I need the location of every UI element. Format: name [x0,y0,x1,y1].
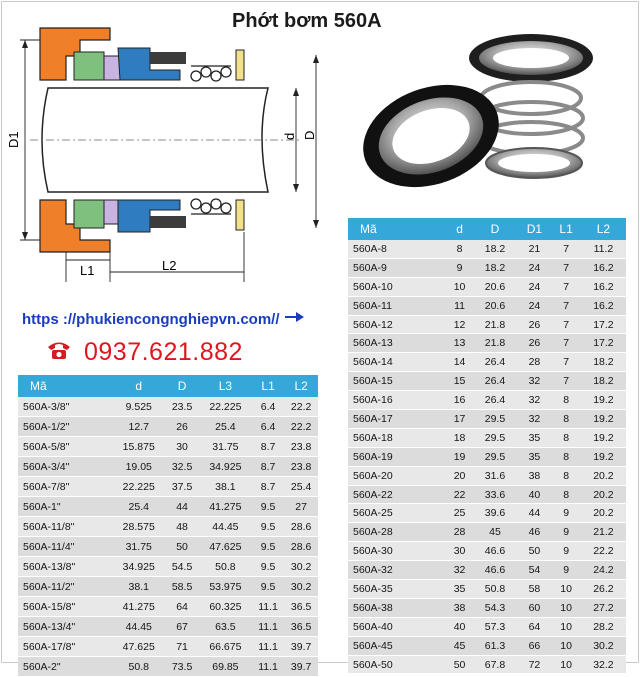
table-cell: 6.4 [252,397,284,417]
table-cell: 18.2 [581,372,626,391]
table-cell: 60 [518,598,552,617]
table-cell: 560A-17 [348,410,447,429]
table-row [18,617,318,637]
table-cell: 10 [551,617,580,636]
table-cell: 22.225 [112,477,165,497]
table-row [348,542,626,561]
table-cell: 39.7 [284,657,318,677]
column-header: L1 [551,218,580,240]
table-cell: 8 [551,466,580,485]
table-cell: 32 [518,372,552,391]
table-cell: 10 [447,277,473,296]
table-cell: 67 [165,617,199,637]
table-row [348,617,626,636]
table-cell: 39.6 [472,504,517,523]
table-cell: 14 [447,353,473,372]
table-cell: 44.45 [112,617,165,637]
column-header: D1 [518,218,552,240]
table-cell: 29.5 [472,410,517,429]
table-row [348,523,626,542]
table-cell: 16.2 [581,277,626,296]
table-cell: 38.1 [112,577,165,597]
table-cell: 37.5 [165,477,199,497]
table-row [18,657,318,677]
top-spring [191,66,231,81]
phone-contact[interactable] [46,338,243,367]
table-cell: 25.4 [284,477,318,497]
table-cell: 21.2 [581,523,626,542]
column-header: d [447,218,473,240]
table-cell: 560A-16 [348,391,447,410]
column-header: d [112,375,165,397]
table-cell: 31.75 [112,537,165,557]
table-cell: 8 [551,410,580,429]
table-cell: 23.8 [284,457,318,477]
table-cell: 29.5 [472,428,517,447]
table-cell: 46.6 [472,561,517,580]
table-cell: 21.8 [472,315,517,334]
table-cell: 10 [551,580,580,599]
top-retainer [150,52,186,64]
table-cell: 22 [447,485,473,504]
table-cell: 10 [551,636,580,655]
table-cell: 9 [551,504,580,523]
table-cell: 560A-9 [348,258,447,277]
table-row [18,637,318,657]
table-cell: 25 [447,504,473,523]
table-cell: 11.2 [581,240,626,258]
table-cell: 560A-1/2" [18,417,112,437]
table-cell: 25.4 [199,417,252,437]
table-cell: 560A-3/8" [18,397,112,417]
table-row [18,417,318,437]
table-cell: 8 [551,428,580,447]
table-cell: 27 [284,497,318,517]
table-cell: 10 [551,598,580,617]
table-cell: 560A-13/8" [18,557,112,577]
table-cell: 8 [551,447,580,466]
table-cell: 22.225 [199,397,252,417]
table-cell: 50.8 [472,580,517,599]
table-row [348,296,626,315]
table-cell: 8.7 [252,437,284,457]
table-cell: 19 [447,447,473,466]
table-cell: 13 [447,334,473,353]
table-cell: 34.925 [199,457,252,477]
table-row [348,334,626,353]
table-row [348,410,626,429]
table-cell: 60.325 [199,597,252,617]
table-cell: 38.1 [199,477,252,497]
table-cell: 7 [551,334,580,353]
table-cell: 560A-13 [348,334,447,353]
table-cell: 44.45 [199,517,252,537]
table-row [348,561,626,580]
table-cell: 11.1 [252,657,284,677]
table-cell: 18.2 [581,353,626,372]
table-cell: 560A-7/8" [18,477,112,497]
column-header: Mã [18,375,112,397]
table-cell: 9.5 [252,517,284,537]
table-cell: 15 [447,372,473,391]
table-cell: 19.2 [581,391,626,410]
table-row [18,557,318,577]
table-row [348,485,626,504]
table-cell: 20.2 [581,485,626,504]
table-cell: 23.5 [165,397,199,417]
page-title: Phớt bơm 560A [232,10,382,32]
table-cell: 28.2 [581,617,626,636]
table-cell: 560A-18 [348,428,447,447]
table-cell: 9.5 [252,577,284,597]
table-cell: 28.6 [284,517,318,537]
table-cell: 7 [551,277,580,296]
table-cell: 19.2 [581,410,626,429]
table-cell: 9 [447,258,473,277]
table-cell: 45 [472,523,517,542]
table-cell: 36.5 [284,617,318,637]
table-cell: 26.4 [472,353,517,372]
table-cell: 560A-45 [348,636,447,655]
phone-number[interactable]: 0937.621.882 [84,338,243,366]
table-cell: 26.4 [472,372,517,391]
table-cell: 560A-30 [348,542,447,561]
table-cell: 6.4 [252,417,284,437]
table-row [18,597,318,617]
table-cell: 19.2 [581,428,626,447]
table-cell: 28.575 [112,517,165,537]
table-cell: 33.6 [472,485,517,504]
table-cell: 7 [551,296,580,315]
table-cell: 50.8 [199,557,252,577]
table-cell: 20.6 [472,296,517,315]
table-cell: 46.6 [472,542,517,561]
bottom-retainer [150,216,186,228]
table-cell: 8 [447,240,473,258]
table-cell: 560A-1" [18,497,112,517]
table-cell: 32.2 [581,655,626,674]
table-cell: 48 [165,517,199,537]
table-cell: 11.1 [252,597,284,617]
table-cell: 36.5 [284,597,318,617]
table-cell: 26 [518,334,552,353]
table-cell: 9.5 [252,557,284,577]
table-cell: 24 [518,258,552,277]
table-cell: 72 [518,655,552,674]
label-l1: L1 [80,263,95,278]
table-cell: 24 [518,296,552,315]
table-cell: 20.2 [581,466,626,485]
table-cell: 64 [165,597,199,617]
table-cell: 24.2 [581,561,626,580]
photo-back-hole [493,48,569,68]
table-cell: 560A-11/2" [18,577,112,597]
column-header: Mã [348,218,447,240]
table-cell: 61.3 [472,636,517,655]
table-cell: 560A-20 [348,466,447,485]
table-cell: 28 [447,523,473,542]
table-cell: 50 [518,542,552,561]
table-cell: 560A-15/8" [18,597,112,617]
bottom-spring [191,199,231,214]
table-cell: 26.4 [472,391,517,410]
table-cell: 28 [518,353,552,372]
table-cell: 41.275 [199,497,252,517]
table-cell: 64 [518,617,552,636]
table-row [18,497,318,517]
table-cell: 30 [447,542,473,561]
table-cell: 32.5 [165,457,199,477]
table-cell: 9 [551,561,580,580]
top-end-collar [236,50,244,80]
table-row [18,397,318,417]
table-cell: 11.1 [252,617,284,637]
table-cell: 16.2 [581,258,626,277]
table-cell: 11 [447,296,473,315]
table-cell: 8 [551,485,580,504]
table-row [18,517,318,537]
table-cell: 38 [518,466,552,485]
table-cell: 35 [518,428,552,447]
column-header: D [472,218,517,240]
table-cell: 30 [165,437,199,457]
table-cell: 9.525 [112,397,165,417]
seal-cross-section-diagram [0,0,340,290]
table-cell: 47.625 [199,537,252,557]
table-cell: 560A-38 [348,598,447,617]
table-cell: 58.5 [165,577,199,597]
table-cell: 9 [551,542,580,561]
pointer-hand-icon [284,308,306,330]
table-row [348,428,626,447]
table-cell: 53.975 [199,577,252,597]
table-cell: 26 [165,417,199,437]
table-cell: 54 [518,561,552,580]
table-row [18,537,318,557]
table-cell: 50 [447,655,473,674]
table-cell: 560A-12 [348,315,447,334]
table-cell: 30.2 [581,636,626,655]
seal-product-photo [356,18,606,198]
table-row [348,580,626,599]
column-header: L3 [199,375,252,397]
table-cell: 34.925 [112,557,165,577]
table-cell: 54.3 [472,598,517,617]
table-cell: 7 [551,240,580,258]
website-text[interactable]: https ://phukiencongnghiepvn.com// [22,310,280,328]
label-l2: L2 [162,258,177,273]
table-cell: 17 [447,410,473,429]
column-header: L2 [284,375,318,397]
table-cell: 12.7 [112,417,165,437]
table-cell: 560A-40 [348,617,447,636]
table-cell: 19.05 [112,457,165,477]
column-header: D [165,375,199,397]
table-cell: 44 [518,504,552,523]
table-cell: 32 [518,391,552,410]
table-cell: 21.8 [472,334,517,353]
table-cell: 58 [518,580,552,599]
table-cell: 66.675 [199,637,252,657]
table-cell: 28.6 [284,537,318,557]
table-cell: 31.75 [199,437,252,457]
table-row [18,457,318,477]
table-cell: 69.85 [199,657,252,677]
table-row [348,372,626,391]
table-cell: 560A-28 [348,523,447,542]
column-header: L2 [581,218,626,240]
table-cell: 30.2 [284,557,318,577]
table-cell: 20.6 [472,277,517,296]
table-cell: 47.625 [112,637,165,657]
table-cell: 24 [518,277,552,296]
table-cell: 17.2 [581,334,626,353]
table-cell: 71 [165,637,199,657]
table-cell: 73.5 [165,657,199,677]
table-cell: 560A-50 [348,655,447,674]
table-cell: 560A-11/8" [18,517,112,537]
table-row [348,655,626,674]
table-cell: 44 [165,497,199,517]
table-cell: 7 [551,315,580,334]
table-cell: 560A-25 [348,504,447,523]
table-cell: 18.2 [472,240,517,258]
table-cell: 16.2 [581,296,626,315]
table-cell: 26.2 [581,580,626,599]
table-row [348,391,626,410]
table-cell: 560A-15 [348,372,447,391]
table-cell: 560A-14 [348,353,447,372]
table-row [18,437,318,457]
table-cell: 40 [518,485,552,504]
label-d1: D1 [6,131,21,148]
table-cell: 8 [551,391,580,410]
label-bigd: D [302,130,317,140]
table-cell: 20 [447,466,473,485]
table-cell: 54.5 [165,557,199,577]
table-cell: 8.7 [252,457,284,477]
table-row [348,258,626,277]
table-cell: 26 [518,315,552,334]
table-cell: 19.2 [581,447,626,466]
table-cell: 12 [447,315,473,334]
table-cell: 560A-8 [348,240,447,258]
table-cell: 9 [551,523,580,542]
label-d: d [282,132,297,140]
table-cell: 560A-3/4" [18,457,112,477]
table-cell: 18.2 [472,258,517,277]
table-cell: 40 [447,617,473,636]
table-cell: 7 [551,258,580,277]
metric-size-table [348,218,626,674]
imperial-size-table [18,375,318,677]
table-cell: 18 [447,428,473,447]
table-cell: 560A-19 [348,447,447,466]
table-cell: 41.275 [112,597,165,617]
table-row [348,466,626,485]
table-cell: 560A-17/8" [18,637,112,657]
table-row [348,598,626,617]
table-cell: 560A-11 [348,296,447,315]
table-cell: 560A-2" [18,657,112,677]
table-cell: 22.2 [284,397,318,417]
table-cell: 17.2 [581,315,626,334]
table-cell: 560A-35 [348,580,447,599]
table-cell: 57.3 [472,617,517,636]
table-row [348,315,626,334]
bottom-end-collar [236,200,244,230]
table-cell: 32 [447,561,473,580]
table-cell: 560A-13/4" [18,617,112,637]
table-cell: 10 [551,655,580,674]
table-cell: 25.4 [112,497,165,517]
table-cell: 560A-32 [348,561,447,580]
table-cell: 39.7 [284,637,318,657]
table-cell: 560A-11/4" [18,537,112,557]
table-cell: 29.5 [472,447,517,466]
table-cell: 15.875 [112,437,165,457]
top-stationary-seat [74,52,104,80]
table-cell: 46 [518,523,552,542]
table-row [18,477,318,497]
table-cell: 560A-10 [348,277,447,296]
table-cell: 560A-22 [348,485,447,504]
table-cell: 22.2 [581,542,626,561]
photo-bottom-hole [498,154,570,172]
table-cell: 9.5 [252,497,284,517]
bottom-stationary-seat [74,200,104,228]
table-cell: 11.1 [252,637,284,657]
table-cell: 66 [518,636,552,655]
table-cell: 63.5 [199,617,252,637]
table-cell: 21 [518,240,552,258]
table-cell: 8.7 [252,477,284,497]
table-cell: 31.6 [472,466,517,485]
column-header: L1 [252,375,284,397]
table-cell: 50.8 [112,657,165,677]
table-cell: 16 [447,391,473,410]
table-row [348,636,626,655]
table-cell: 7 [551,372,580,391]
table-row [348,240,626,258]
table-cell: 45 [447,636,473,655]
table-cell: 20.2 [581,504,626,523]
table-row [348,277,626,296]
table-row [348,504,626,523]
website-link[interactable] [22,308,306,330]
table-cell: 50 [165,537,199,557]
table-cell: 9.5 [252,537,284,557]
table-row [348,447,626,466]
table-cell: 23.8 [284,437,318,457]
table-cell: 35 [518,447,552,466]
table-row [18,577,318,597]
table-cell: 30.2 [284,577,318,597]
table-cell: 22.2 [284,417,318,437]
table-cell: 27.2 [581,598,626,617]
table-cell: 7 [551,353,580,372]
table-row [348,353,626,372]
table-cell: 67.8 [472,655,517,674]
table-cell: 35 [447,580,473,599]
telephone-icon [46,339,72,366]
table-cell: 560A-5/8" [18,437,112,457]
table-cell: 38 [447,598,473,617]
table-cell: 32 [518,410,552,429]
